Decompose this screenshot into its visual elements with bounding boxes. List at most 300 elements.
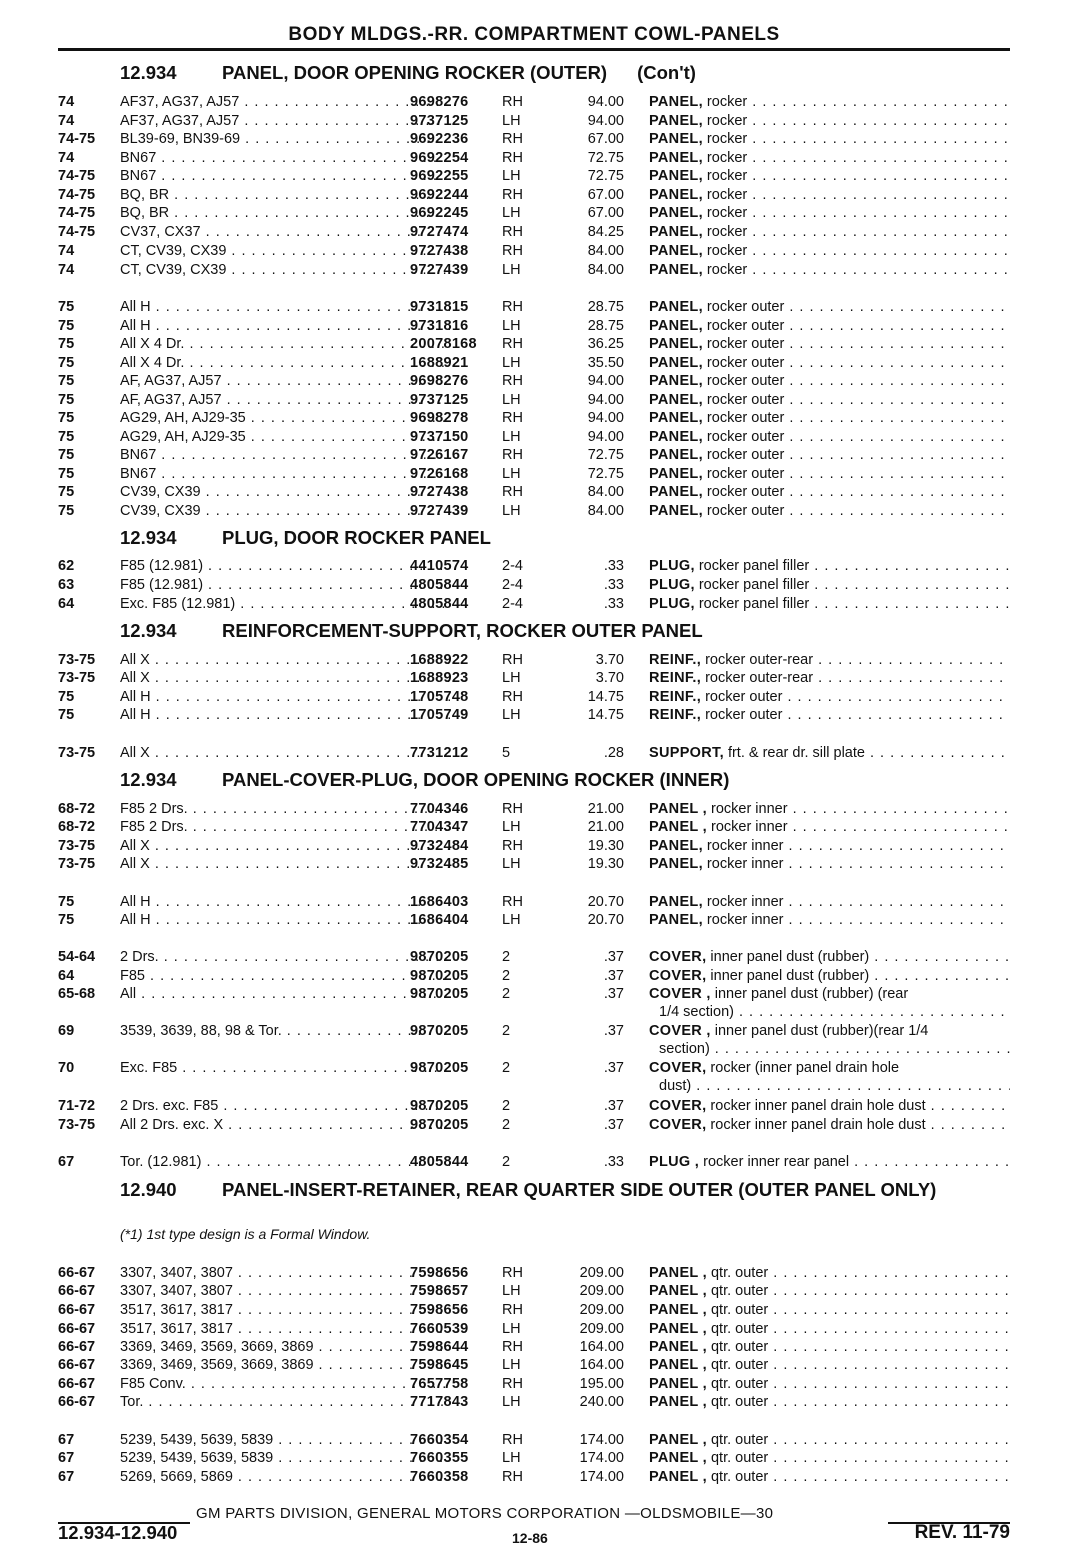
part-name: PANEL , bbox=[649, 1302, 707, 1318]
model-code: F85 (12.981) . . . bbox=[120, 576, 450, 594]
list-price: 67.00 bbox=[587, 187, 624, 203]
part-description bbox=[649, 595, 1010, 613]
list-price: 14.75 bbox=[587, 707, 624, 723]
part-detail: inner panel dust (rubber)(rear 1/4 bbox=[710, 1023, 929, 1039]
table-row bbox=[58, 557, 1010, 576]
part-number: 9692255 bbox=[410, 168, 469, 184]
part-description bbox=[649, 242, 1010, 260]
list-price: 84.25 bbox=[587, 224, 624, 240]
side-or-quantity: LH bbox=[502, 707, 521, 723]
part-name: COVER, bbox=[649, 968, 707, 984]
model-code: 3539, 3639, 88, 98 & Tor. . . . bbox=[120, 1022, 450, 1040]
section-group-code: 12.934 bbox=[120, 769, 177, 790]
model-code: CT, CV39, CX39 . . . bbox=[120, 261, 450, 279]
part-detail: rocker inner bbox=[706, 819, 788, 835]
model-year: 66-67 bbox=[58, 1283, 96, 1299]
section-group-code: 12.934 bbox=[120, 620, 177, 641]
table-row bbox=[58, 409, 1010, 428]
model-year: 64 bbox=[58, 596, 75, 612]
part-name: PANEL , bbox=[649, 1265, 707, 1281]
table-row bbox=[58, 204, 1010, 223]
model-year: 74 bbox=[58, 94, 75, 110]
part-detail: rocker outer bbox=[702, 373, 785, 389]
part-detail: rocker outer bbox=[702, 466, 785, 482]
table-row bbox=[58, 335, 1010, 354]
part-description bbox=[649, 391, 1010, 409]
part-name: PANEL, bbox=[649, 150, 703, 166]
side-or-quantity: LH bbox=[502, 856, 521, 872]
model-year: 68-72 bbox=[58, 819, 96, 835]
part-name: PANEL , bbox=[649, 1339, 707, 1355]
part-name: COVER , bbox=[649, 986, 711, 1002]
part-number: 4805844 bbox=[410, 1154, 469, 1170]
part-description bbox=[649, 1153, 1010, 1171]
list-price: .37 bbox=[603, 986, 624, 1002]
model-year: 64 bbox=[58, 968, 75, 984]
model-code: AF37, AG37, AJ57 . . . bbox=[120, 93, 450, 111]
part-detail: rocker panel filler bbox=[694, 577, 810, 593]
model-year: 75 bbox=[58, 410, 75, 426]
model-code: All . . . bbox=[120, 985, 450, 1003]
list-price: 94.00 bbox=[587, 373, 624, 389]
part-detail: qtr. outer bbox=[706, 1357, 769, 1373]
table-row bbox=[58, 1097, 1010, 1116]
side-or-quantity: RH bbox=[502, 299, 523, 315]
part-description bbox=[649, 1449, 1010, 1467]
part-detail: rocker outer-rear bbox=[701, 652, 814, 668]
part-number: 9727474 bbox=[410, 224, 469, 240]
table-row bbox=[58, 576, 1010, 595]
part-detail: rocker outer bbox=[702, 318, 785, 334]
table-row bbox=[58, 911, 1010, 930]
table-row bbox=[58, 112, 1010, 131]
part-description bbox=[649, 818, 1010, 836]
part-name: PANEL, bbox=[649, 262, 703, 278]
part-number: 9870205 bbox=[410, 986, 469, 1002]
part-name: PANEL , bbox=[649, 1450, 707, 1466]
part-number: 1705748 bbox=[410, 689, 469, 705]
table-row bbox=[58, 818, 1010, 837]
part-number: 9726168 bbox=[410, 466, 469, 482]
part-description bbox=[649, 576, 1010, 594]
part-name: PANEL, bbox=[649, 355, 703, 371]
side-or-quantity: RH bbox=[502, 243, 523, 259]
list-price: 14.75 bbox=[587, 689, 624, 705]
part-name: PANEL, bbox=[649, 429, 703, 445]
part-number: 9692245 bbox=[410, 205, 469, 221]
table-row bbox=[58, 242, 1010, 261]
part-name: PLUG , bbox=[649, 1154, 700, 1170]
part-description bbox=[649, 354, 1010, 372]
model-code: AF, AG37, AJ57 . . . bbox=[120, 391, 450, 409]
model-year: 73-75 bbox=[58, 838, 96, 854]
list-price: 209.00 bbox=[579, 1302, 624, 1318]
part-name: REINF., bbox=[649, 689, 702, 705]
model-code: BN67 . . . bbox=[120, 149, 450, 167]
section-heading bbox=[120, 622, 1010, 640]
part-number: 9870205 bbox=[410, 1117, 469, 1133]
table-row bbox=[58, 186, 1010, 205]
part-name: PANEL, bbox=[649, 484, 703, 500]
part-description bbox=[649, 502, 1010, 520]
part-description bbox=[649, 1116, 1010, 1134]
part-description bbox=[649, 985, 1010, 1003]
model-code: All H . . . bbox=[120, 893, 450, 911]
part-detail: qtr. outer bbox=[706, 1450, 769, 1466]
part-number: 9737150 bbox=[410, 429, 469, 445]
part-number: 9731816 bbox=[410, 318, 469, 334]
model-code: Exc. F85 . . . bbox=[120, 1059, 450, 1077]
model-code: All 2 Drs. exc. X . . . bbox=[120, 1116, 450, 1134]
side-or-quantity: RH bbox=[502, 894, 523, 910]
part-detail: inner panel dust (rubber) (rear bbox=[710, 986, 909, 1002]
part-detail: rocker inner bbox=[702, 838, 784, 854]
part-detail: rocker outer bbox=[702, 392, 785, 408]
model-year: 54-64 bbox=[58, 949, 96, 965]
part-number: 7598657 bbox=[410, 1283, 469, 1299]
model-year: 65-68 bbox=[58, 986, 96, 1002]
part-description bbox=[649, 223, 1010, 241]
section-heading bbox=[120, 529, 1010, 547]
side-or-quantity: LH bbox=[502, 318, 521, 334]
part-detail: rocker outer bbox=[702, 336, 785, 352]
side-or-quantity: LH bbox=[502, 1450, 521, 1466]
model-code: All X 4 Dr. . . . bbox=[120, 335, 450, 353]
model-year: 74 bbox=[58, 262, 75, 278]
side-or-quantity: LH bbox=[502, 1321, 521, 1337]
part-detail: rocker bbox=[702, 94, 748, 110]
section-title: PANEL, DOOR OPENING ROCKER (OUTER) bbox=[222, 62, 608, 83]
part-description bbox=[649, 186, 1010, 204]
side-or-quantity: 2 bbox=[502, 1060, 511, 1076]
part-name: PANEL , bbox=[649, 1469, 707, 1485]
model-year: 74 bbox=[58, 243, 75, 259]
model-year: 75 bbox=[58, 689, 75, 705]
table-row bbox=[58, 465, 1010, 484]
model-year: 67 bbox=[58, 1450, 75, 1466]
model-code: 3369, 3469, 3569, 3669, 3869 . . . bbox=[120, 1356, 450, 1374]
part-name: PANEL, bbox=[649, 131, 703, 147]
side-or-quantity: RH bbox=[502, 1302, 523, 1318]
part-description bbox=[649, 409, 1010, 427]
side-or-quantity: RH bbox=[502, 336, 523, 352]
part-number: 9692236 bbox=[410, 131, 469, 147]
part-description bbox=[649, 149, 1010, 167]
list-price: .37 bbox=[603, 1023, 624, 1039]
part-number: 9726167 bbox=[410, 447, 469, 463]
part-detail: rocker inner panel drain hole dust bbox=[706, 1098, 926, 1114]
section-heading bbox=[120, 64, 1010, 82]
part-name: PANEL , bbox=[649, 1283, 707, 1299]
part-name: PANEL , bbox=[649, 1432, 707, 1448]
part-description bbox=[649, 1338, 1010, 1356]
model-code: BN67 . . . bbox=[120, 465, 450, 483]
part-detail: rocker outer bbox=[702, 299, 785, 315]
table-row bbox=[58, 651, 1010, 670]
list-price: 28.75 bbox=[587, 318, 624, 334]
model-code: 3517, 3617, 3817 . . . bbox=[120, 1301, 450, 1319]
part-description bbox=[649, 669, 1010, 687]
model-year: 66-67 bbox=[58, 1302, 96, 1318]
part-description bbox=[649, 1022, 1010, 1040]
part-detail: rocker outer bbox=[701, 707, 783, 723]
list-price: 84.00 bbox=[587, 262, 624, 278]
side-or-quantity: LH bbox=[502, 168, 521, 184]
list-price: 209.00 bbox=[579, 1265, 624, 1281]
part-detail: rocker bbox=[702, 113, 748, 129]
part-name: PANEL, bbox=[649, 299, 703, 315]
model-code: Exc. F85 (12.981) . . . bbox=[120, 595, 450, 613]
table-row bbox=[58, 744, 1010, 763]
model-code: AF37, AG37, AJ57 . . . bbox=[120, 112, 450, 130]
part-number: 4410574 bbox=[410, 558, 469, 574]
table-row bbox=[58, 502, 1010, 521]
side-or-quantity: RH bbox=[502, 689, 523, 705]
section-title: PANEL-INSERT-RETAINER, REAR QUARTER SIDE OUTER (OUTER PANEL ONLY) bbox=[222, 1179, 937, 1200]
part-name: COVER, bbox=[649, 1117, 707, 1133]
side-or-quantity: RH bbox=[502, 150, 523, 166]
part-number: 7660358 bbox=[410, 1469, 469, 1485]
side-or-quantity: RH bbox=[502, 1265, 523, 1281]
table-row bbox=[58, 483, 1010, 502]
list-price: 84.00 bbox=[587, 503, 624, 519]
model-year: 73-75 bbox=[58, 670, 96, 686]
side-or-quantity: LH bbox=[502, 912, 521, 928]
table-row bbox=[58, 93, 1010, 112]
part-detail: qtr. outer bbox=[706, 1321, 769, 1337]
part-description bbox=[649, 1468, 1010, 1486]
model-year: 75 bbox=[58, 912, 75, 928]
part-number: 1686404 bbox=[410, 912, 469, 928]
list-price: .37 bbox=[603, 1098, 624, 1114]
side-or-quantity: RH bbox=[502, 1339, 523, 1355]
part-number: 1688921 bbox=[410, 355, 469, 371]
part-detail: rocker bbox=[702, 168, 748, 184]
model-year: 75 bbox=[58, 894, 75, 910]
part-number: 7598656 bbox=[410, 1302, 469, 1318]
side-or-quantity: RH bbox=[502, 1469, 523, 1485]
table-row bbox=[58, 1431, 1010, 1450]
part-detail: inner panel dust (rubber) bbox=[706, 968, 870, 984]
part-name: PANEL , bbox=[649, 801, 707, 817]
list-price: 20.70 bbox=[587, 912, 624, 928]
table-row bbox=[58, 167, 1010, 186]
part-number: 7598645 bbox=[410, 1357, 469, 1373]
part-name: PANEL, bbox=[649, 187, 703, 203]
part-description bbox=[649, 688, 1010, 706]
side-or-quantity: LH bbox=[502, 262, 521, 278]
part-number: 9870205 bbox=[410, 968, 469, 984]
model-code: F85 (12.981) . . . bbox=[120, 557, 450, 575]
table-row bbox=[58, 372, 1010, 391]
part-number: 7660354 bbox=[410, 1432, 469, 1448]
part-description bbox=[649, 1356, 1010, 1374]
part-name: PANEL, bbox=[649, 838, 703, 854]
list-price: 209.00 bbox=[579, 1321, 624, 1337]
model-year: 63 bbox=[58, 577, 75, 593]
table-row bbox=[58, 1375, 1010, 1394]
table-row bbox=[58, 261, 1010, 280]
part-detail: rocker outer bbox=[702, 429, 785, 445]
list-price: 72.75 bbox=[587, 466, 624, 482]
part-name: REINF., bbox=[649, 707, 702, 723]
model-code: All X . . . bbox=[120, 837, 450, 855]
part-detail: rocker outer bbox=[702, 447, 785, 463]
part-number: 4805844 bbox=[410, 596, 469, 612]
table-row bbox=[58, 298, 1010, 317]
model-year: 68-72 bbox=[58, 801, 96, 817]
part-detail: rocker outer bbox=[702, 355, 785, 371]
side-or-quantity: RH bbox=[502, 373, 523, 389]
part-number: 7657758 bbox=[410, 1376, 469, 1392]
model-code: All H . . . bbox=[120, 706, 450, 724]
table-row bbox=[58, 948, 1010, 967]
part-name: PANEL, bbox=[649, 392, 703, 408]
part-description bbox=[649, 167, 1010, 185]
model-code: AG29, AH, AJ29-35 . . . bbox=[120, 428, 450, 446]
list-price: 174.00 bbox=[579, 1450, 624, 1466]
list-price: 19.30 bbox=[587, 856, 624, 872]
part-detail: rocker inner bbox=[706, 801, 788, 817]
part-description bbox=[649, 204, 1010, 222]
model-year: 74-75 bbox=[58, 168, 96, 184]
part-description bbox=[649, 372, 1010, 390]
model-year: 74-75 bbox=[58, 224, 96, 240]
part-detail: rocker outer bbox=[702, 484, 785, 500]
model-code: All X . . . bbox=[120, 651, 450, 669]
part-number: 9870205 bbox=[410, 949, 469, 965]
model-code: All X . . . bbox=[120, 744, 450, 762]
part-name: PANEL, bbox=[649, 373, 703, 389]
part-name: PANEL, bbox=[649, 243, 703, 259]
table-row bbox=[58, 893, 1010, 912]
part-description bbox=[649, 855, 1010, 873]
part-detail: qtr. outer bbox=[706, 1376, 769, 1392]
side-or-quantity: RH bbox=[502, 94, 523, 110]
list-price: 164.00 bbox=[579, 1357, 624, 1373]
part-description bbox=[649, 446, 1010, 464]
table-row bbox=[58, 223, 1010, 242]
part-description bbox=[649, 465, 1010, 483]
model-code: BN67 . . . bbox=[120, 167, 450, 185]
model-year: 74 bbox=[58, 150, 75, 166]
side-or-quantity: RH bbox=[502, 838, 523, 854]
side-or-quantity: LH bbox=[502, 429, 521, 445]
model-code: All X 4 Dr. . . . bbox=[120, 354, 450, 372]
part-number: 20078168 bbox=[410, 336, 477, 352]
part-number: 7731212 bbox=[410, 745, 469, 761]
part-name: PANEL, bbox=[649, 336, 703, 352]
list-price: 21.00 bbox=[587, 819, 624, 835]
model-year: 67 bbox=[58, 1154, 75, 1170]
side-or-quantity: LH bbox=[502, 819, 521, 835]
model-code: BQ, BR . . . bbox=[120, 186, 450, 204]
page-title: BODY MLDGS.-RR. COMPARTMENT COWL-PANELS bbox=[288, 24, 780, 45]
model-year: 74 bbox=[58, 113, 75, 129]
side-or-quantity: RH bbox=[502, 447, 523, 463]
part-description bbox=[649, 130, 1010, 148]
table-row bbox=[58, 1356, 1010, 1375]
part-number: 4805844 bbox=[410, 577, 469, 593]
model-code: BL39-69, BN39-69 . . . bbox=[120, 130, 450, 148]
table-row bbox=[58, 1338, 1010, 1357]
table-row bbox=[58, 688, 1010, 707]
model-code: 3307, 3407, 3807 . . . bbox=[120, 1282, 450, 1300]
side-or-quantity: 2-4 bbox=[502, 596, 523, 612]
section-group-code: 12.934 bbox=[120, 62, 177, 83]
model-year: 73-75 bbox=[58, 652, 96, 668]
part-number: 9732484 bbox=[410, 838, 469, 854]
table-row bbox=[58, 1468, 1010, 1487]
model-year: 75 bbox=[58, 355, 75, 371]
model-code: Tor. . . . bbox=[120, 1393, 450, 1411]
model-code: All H . . . bbox=[120, 911, 450, 929]
side-or-quantity: LH bbox=[502, 670, 521, 686]
model-code: 3307, 3407, 3807 . . . bbox=[120, 1264, 450, 1282]
model-code: 5239, 5439, 5639, 5839 . . . bbox=[120, 1449, 450, 1467]
side-or-quantity: LH bbox=[502, 205, 521, 221]
list-price: .33 bbox=[603, 1154, 624, 1170]
footer-revision: REV. 11-79 bbox=[914, 1522, 1010, 1543]
part-detail: rocker bbox=[702, 150, 748, 166]
model-code: F85 2 Drs. . . . bbox=[120, 818, 450, 836]
table-row bbox=[58, 1320, 1010, 1339]
part-number: 9727438 bbox=[410, 484, 469, 500]
part-detail: qtr. outer bbox=[706, 1302, 769, 1318]
model-code: 3517, 3617, 3817 . . . bbox=[120, 1320, 450, 1338]
table-row bbox=[58, 1264, 1010, 1283]
side-or-quantity: LH bbox=[502, 1283, 521, 1299]
footer-division: GM PARTS DIVISION, GENERAL MOTORS CORPORATION —OLDSMOBILE—30 bbox=[196, 1505, 774, 1522]
model-year: 75 bbox=[58, 392, 75, 408]
table-row bbox=[58, 1022, 1010, 1057]
part-number: 9727439 bbox=[410, 503, 469, 519]
table-row bbox=[58, 595, 1010, 614]
list-price: 94.00 bbox=[587, 113, 624, 129]
part-number: 7660355 bbox=[410, 1450, 469, 1466]
list-price: 67.00 bbox=[587, 131, 624, 147]
part-number: 9870205 bbox=[410, 1060, 469, 1076]
side-or-quantity: 2-4 bbox=[502, 558, 523, 574]
list-price: 20.70 bbox=[587, 894, 624, 910]
part-detail: inner panel dust (rubber) bbox=[706, 949, 870, 965]
list-price: 28.75 bbox=[587, 299, 624, 315]
part-detail: rocker inner bbox=[702, 894, 784, 910]
part-name: SUPPORT, bbox=[649, 745, 724, 761]
part-name: PANEL, bbox=[649, 94, 703, 110]
part-name: COVER, bbox=[649, 1060, 707, 1076]
part-name: PANEL, bbox=[649, 912, 703, 928]
part-detail: rocker outer bbox=[702, 503, 785, 519]
part-detail: qtr. outer bbox=[706, 1394, 769, 1410]
part-detail: rocker bbox=[702, 243, 748, 259]
list-price: 94.00 bbox=[587, 392, 624, 408]
part-number: 9698278 bbox=[410, 410, 469, 426]
side-or-quantity: 2 bbox=[502, 1117, 511, 1133]
section-group-code: 12.940 bbox=[120, 1179, 177, 1200]
part-detail: qtr. outer bbox=[706, 1469, 769, 1485]
list-price: 19.30 bbox=[587, 838, 624, 854]
part-number: 9727438 bbox=[410, 243, 469, 259]
model-year: 74-75 bbox=[58, 205, 96, 221]
list-price: .37 bbox=[603, 968, 624, 984]
model-code: CV37, CX37 . . . bbox=[120, 223, 450, 241]
model-year: 75 bbox=[58, 318, 75, 334]
table-row bbox=[58, 130, 1010, 149]
model-code: CV39, CX39 . . . bbox=[120, 483, 450, 501]
model-code: 5239, 5439, 5639, 5839 . . . bbox=[120, 1431, 450, 1449]
part-detail: rocker inner rear panel bbox=[699, 1154, 850, 1170]
